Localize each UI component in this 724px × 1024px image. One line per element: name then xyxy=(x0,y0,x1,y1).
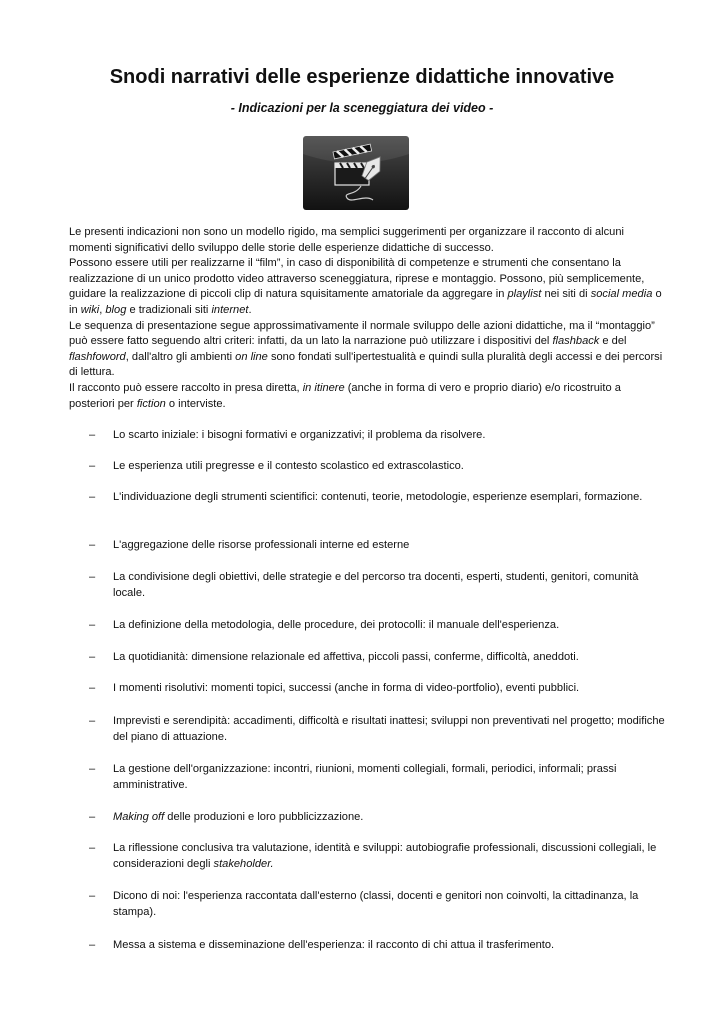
list-item-text: Messa a sistema e disseminazione dell'esperienza: il racconto di chi attua il trasferimento. xyxy=(113,939,555,951)
bullet-dash: – xyxy=(89,491,96,503)
document-subtitle: - Indicazioni per la sceneggiatura dei video - xyxy=(230,101,494,115)
list-item xyxy=(69,714,665,745)
list-item-text: Le esperienza utili pregresse e il contesto scolastico ed extrascolastico. xyxy=(113,460,464,472)
list-item xyxy=(69,841,665,872)
bullet-dash: – xyxy=(89,763,96,775)
bullet-dash: – xyxy=(89,811,96,823)
list-item xyxy=(69,650,665,666)
bullet-dash: – xyxy=(89,460,96,472)
bullet-dash: – xyxy=(89,429,96,441)
list-item xyxy=(69,762,665,793)
bullet-dash: – xyxy=(89,651,96,663)
list-item xyxy=(69,618,665,634)
list-item-text: Making off delle produzioni e loro pubblicizzazione. xyxy=(113,811,364,823)
bullet-dash: – xyxy=(89,842,96,854)
list-item xyxy=(69,889,665,920)
bullet-dash: – xyxy=(89,571,96,583)
list-item xyxy=(69,459,665,475)
list-item xyxy=(69,490,665,506)
intro-paragraph: Le sequenza di presentazione segue approssimativamente il normale sviluppo delle azioni didattiche, ma il “montaggio” può essere fatto seguendo altri criteri: infatti, da un lato la narrazione può utilizzare i dispositivi del flashback e del flashfoword, dall'altro gli ambienti on line sono fondati sull'ipertestualità e quindi sulla pluralità degli accessi e dei percorsi di lettura. xyxy=(69,319,663,379)
intro-paragraph: Possono essere utili per realizzarne il “film”, in caso di disponibilità di competenze e strumenti che consentano la realizzazione di un unico prodotto video attraverso sceneggiatura, riprese e montaggio. Possono, più semplicemente, guidare la realizzazione di piccoli clip di natura squisitamente amatoriale da aggregare in playlist nei siti di social media o in wiki, blog e tradizionali siti internet. xyxy=(69,257,662,316)
list-item xyxy=(69,810,665,826)
list-item-text: L'individuazione degli strumenti scientifici: contenuti, teorie, metodologie, esperienze esemplari, formazione. xyxy=(113,491,643,503)
bullet-dash: – xyxy=(89,682,96,694)
list-item-text: I momenti risolutivi: momenti topici, successi (anche in forma di video-portfolio), eventi pubblici. xyxy=(113,682,580,694)
list-item xyxy=(69,570,665,601)
intro-paragraph: Il racconto può essere raccolto in presa diretta, in itinere (anche in forma di vero e proprio diario) e/o ricostruito a posteriori per fiction o interviste. xyxy=(69,381,621,410)
bullet-dash: – xyxy=(89,539,96,551)
list-item-text: La quotidianità: dimensione relazionale ed affettiva, piccoli passi, conferme, difficoltà, aneddoti. xyxy=(113,651,579,663)
list-item xyxy=(69,681,665,697)
list-item-text: Imprevisti e serendipità: accadimenti, difficoltà e risultati inattesi; sviluppi non preventivati nel progetto; modifiche del piano di attuazione. xyxy=(113,715,665,743)
list-item-text: La riflessione conclusiva tra valutazione, identità e sviluppi: autobiografie professionali, discussioni collegiali, le considerazioni degli stakeholder. xyxy=(113,842,657,870)
bullet-dash: – xyxy=(89,619,96,631)
bullet-dash: – xyxy=(89,890,96,902)
list-item-text: Dicono di noi: l'esperienza raccontata dall'esterno (classi, docenti e genitori non coinvolti, la cittadinanza, la stampa). xyxy=(113,890,639,918)
intro-text xyxy=(69,225,665,412)
clapperboard-pen-icon xyxy=(303,136,409,210)
list-item-text: La definizione della metodologia, delle procedure, dei protocolli: il manuale dell'esperienza. xyxy=(113,619,560,631)
list-item-text: Lo scarto iniziale: i bisogni formativi e organizzativi; il problema da risolvere. xyxy=(113,429,486,441)
document-title: Snodi narrativi delle esperienze didattiche innovative xyxy=(109,66,615,88)
list-item xyxy=(69,938,665,954)
list-item-text: La gestione dell'organizzazione: incontri, riunioni, momenti collegiali, formali, periodici, informali; prassi amministrative. xyxy=(113,763,617,791)
bullet-dash: – xyxy=(89,715,96,727)
bullet-dash: – xyxy=(89,939,96,951)
list-item xyxy=(69,538,665,554)
list-item-text: La condivisione degli obiettivi, delle strategie e del percorso tra docenti, esperti, studenti, genitori, comunità locale. xyxy=(113,571,639,599)
list-item xyxy=(69,428,665,444)
intro-paragraph: Le presenti indicazioni non sono un modello rigido, ma semplici suggerimenti per organizzare il racconto di alcuni momenti significativi dello sviluppo delle storie delle esperienze didattiche di successo. xyxy=(69,226,624,254)
list-item-text: L'aggregazione delle risorse professionali interne ed esterne xyxy=(113,539,410,551)
